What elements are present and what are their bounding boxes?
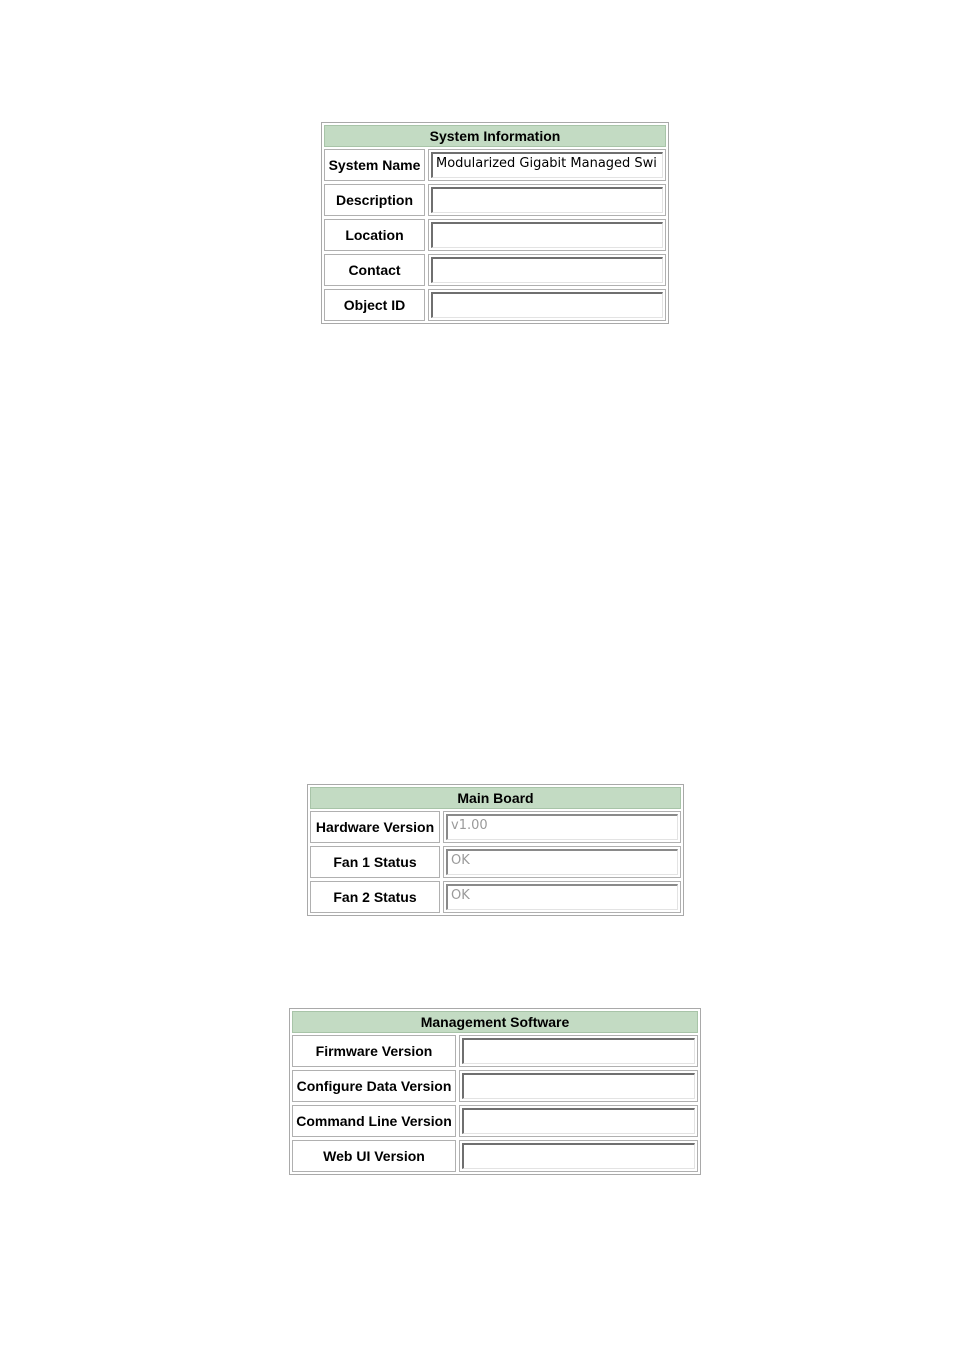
- object-id-label: Object ID: [324, 289, 425, 321]
- contact-field[interactable]: [431, 257, 663, 283]
- firmware-version-row: [292, 1035, 698, 1067]
- management-software-header: Management Software: [292, 1011, 698, 1033]
- fan-2-status-cell: [443, 881, 681, 913]
- location-row: [324, 219, 666, 251]
- main-board-header: Main Board: [310, 787, 681, 809]
- firmware-version-label: Firmware Version: [292, 1035, 456, 1067]
- management-software-panel: [289, 1008, 701, 1175]
- configure-data-version-label: Configure Data Version: [292, 1070, 456, 1102]
- fan-1-status-field: OK: [446, 849, 678, 875]
- contact-label: Contact: [324, 254, 425, 286]
- description-field[interactable]: [431, 187, 663, 213]
- web-ui-version-label: Web UI Version: [292, 1140, 456, 1172]
- object-id-field[interactable]: [431, 292, 663, 318]
- contact-row: [324, 254, 666, 286]
- configure-data-version-field[interactable]: [462, 1073, 695, 1099]
- system-name-cell: [428, 149, 666, 181]
- firmware-version-cell: [459, 1035, 698, 1067]
- fan-2-status-label: Fan 2 Status: [310, 881, 440, 913]
- command-line-version-field[interactable]: [462, 1108, 695, 1134]
- configure-data-version-row: [292, 1070, 698, 1102]
- location-cell: [428, 219, 666, 251]
- description-label: Description: [324, 184, 425, 216]
- hardware-version-label: Hardware Version: [310, 811, 440, 843]
- firmware-version-field[interactable]: [462, 1038, 695, 1064]
- fan-1-status-cell: [443, 846, 681, 878]
- fan-1-status-row: [310, 846, 681, 878]
- main-board-panel: [307, 784, 684, 916]
- configure-data-version-cell: [459, 1070, 698, 1102]
- object-id-cell: [428, 289, 666, 321]
- command-line-version-row: [292, 1105, 698, 1137]
- command-line-version-label: Command Line Version: [292, 1105, 456, 1137]
- fan-2-status-field: OK: [446, 884, 678, 910]
- location-label: Location: [324, 219, 425, 251]
- description-row: [324, 184, 666, 216]
- hardware-version-row: [310, 811, 681, 843]
- system-information-header: System Information: [324, 125, 666, 147]
- system-name-field[interactable]: Modularized Gigabit Managed Swi: [431, 152, 663, 178]
- hardware-version-cell: [443, 811, 681, 843]
- web-ui-version-field[interactable]: [462, 1143, 695, 1169]
- hardware-version-field: v1.00: [446, 814, 678, 840]
- description-cell: [428, 184, 666, 216]
- system-name-label: System Name: [324, 149, 425, 181]
- fan-2-status-row: [310, 881, 681, 913]
- web-ui-version-row: [292, 1140, 698, 1172]
- fan-1-status-label: Fan 1 Status: [310, 846, 440, 878]
- location-field[interactable]: [431, 222, 663, 248]
- system-name-row: [324, 149, 666, 181]
- object-id-row: [324, 289, 666, 321]
- system-information-panel: [321, 122, 669, 324]
- contact-cell: [428, 254, 666, 286]
- web-ui-version-cell: [459, 1140, 698, 1172]
- command-line-version-cell: [459, 1105, 698, 1137]
